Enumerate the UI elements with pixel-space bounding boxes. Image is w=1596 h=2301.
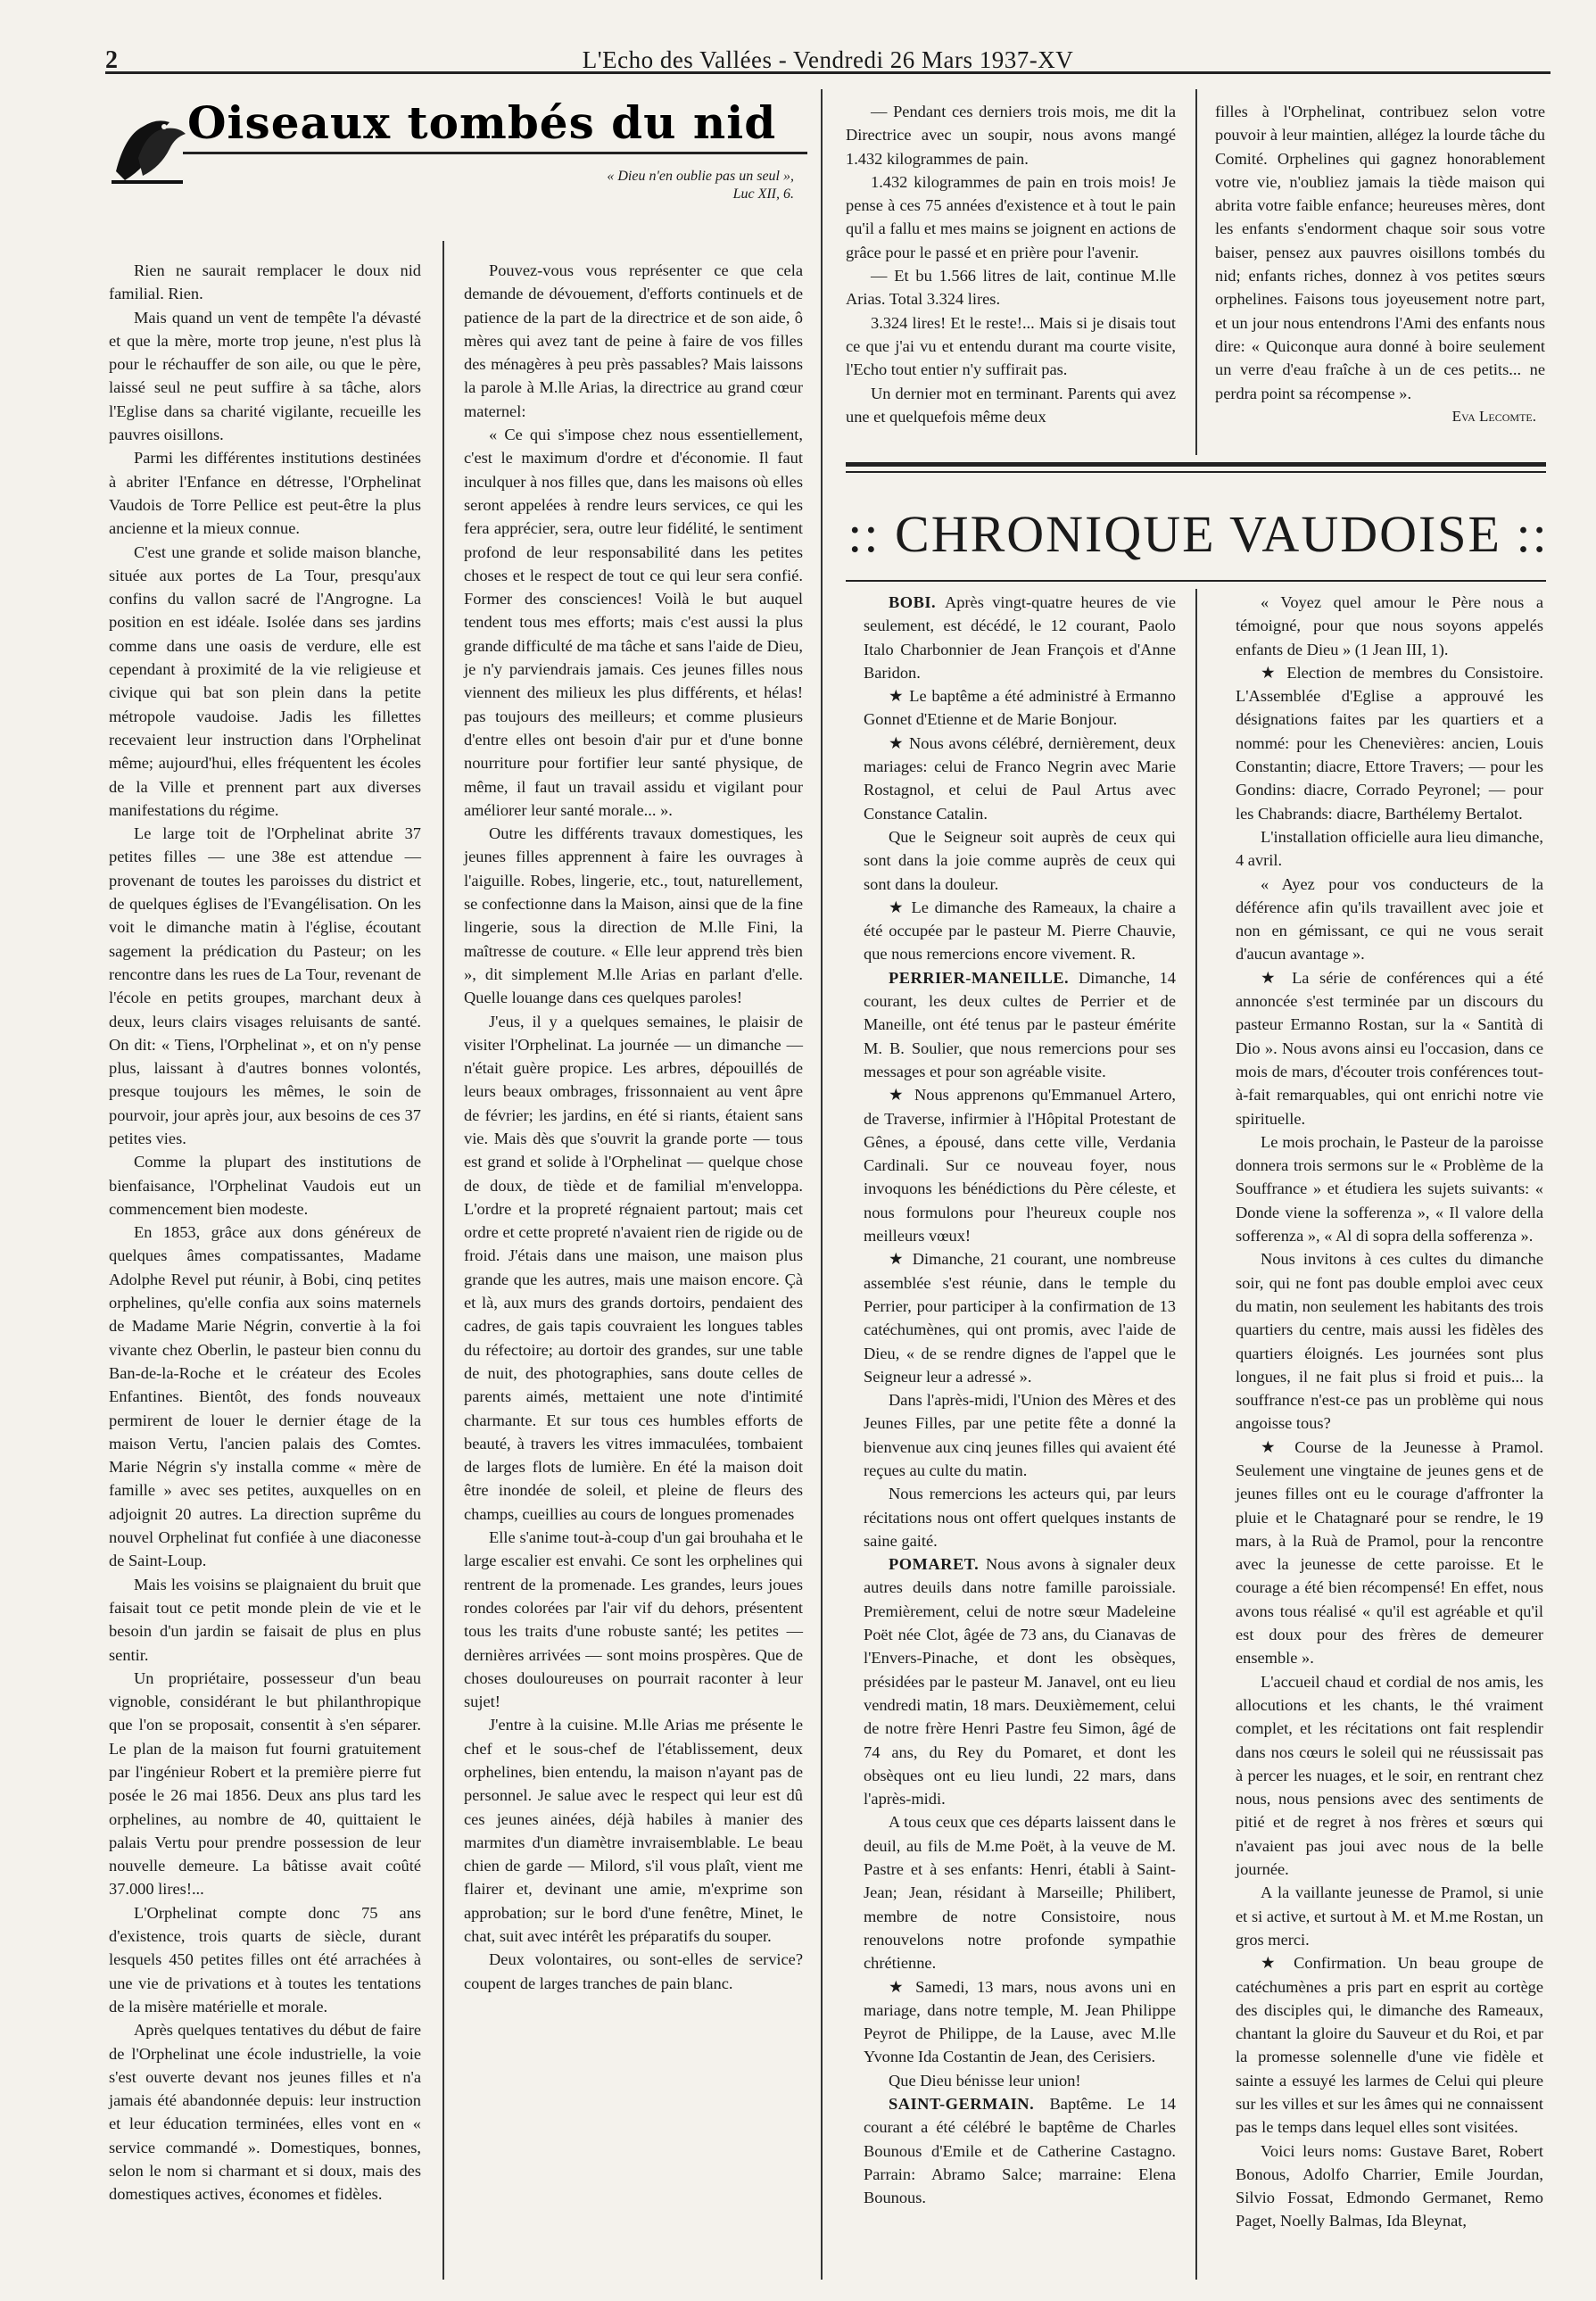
news-item xyxy=(864,1482,1176,1552)
column-rule xyxy=(1195,89,1197,455)
paragraph: — Et bu 1.566 litres de lait, continue M.lle Arias. Total 3.324 lires. xyxy=(846,267,1176,309)
paragraph: L'accueil chaud et cordial de nos amis, les allocutions et les chants, le thé vraiment complet, et les récitations ont fait resplendir dans nos cœurs le soleil qui ne réussissait pas à percer les nuages, et le soir, en rentrant chez nous, nous pensions avec des sentiments de pitié et de regret à nos frères et sœurs qui n'avaient pas joui avec nous de la belle journée. xyxy=(1236,1672,1543,1879)
news-text: ★ Nous avons célébré, dernièrement, deux mariages: celui de Franco Negrin avec Marie Rostagnol, et celui de Paul Artus avec Constance Catalin. xyxy=(864,733,1176,823)
parish-name: PERRIER-MANEILLE. xyxy=(889,968,1079,987)
news-item xyxy=(864,825,1176,896)
news-text: Dimanche, 14 courant, les deux cultes de Perrier et de Maneille, ont été tenus par le pasteur émérite M. B. Soulier, que nous remercions pour ses messages et pour son agréable visite. xyxy=(864,968,1176,1080)
paragraph: Le large toit de l'Orphelinat abrite 37 petites filles — une 38e est attendue — provenant de toutes les paroisses du district et de quelques églises de l'Evangélisation. On les voit le dimanche matin à l'église, écoutant sagement la prédication du Pasteur; on les rencontre dans les rues de La Tour, revenant de l'école en petits groupes, marchant deux à deux, leurs clairs visages reluisants de santé. On dit: « Tiens, l'Orphelinat », et on n'y pense plus, laissant à d'autres bonnes volontés, presque toujours les mêmes, le soin de pourvoir, jour après jour, aux besoins de ces 37 petites vies. xyxy=(109,824,421,1147)
section-rule xyxy=(846,580,1546,582)
paragraph: Mais les voisins se plaignaient du bruit que faisait tout ce petit monde plein de vie et le besoin d'un jardin se faisait de plus en plus sentir. xyxy=(109,1575,421,1664)
column-rule xyxy=(442,241,444,2280)
epigraph-quote: « Dieu n'en oublie pas un seul », xyxy=(607,169,794,184)
news-item xyxy=(864,1975,1176,2069)
paragraph: Nous invitons à ces cultes du dimanche soir, qui ne font pas double emploi avec ceux du matin, non seulement les habitants des trois quartiers du centre, mais aussi les fidèles des quartiers éloignés. Les journées sont plus longues, il ne fait plus si froid et puis... la souffrance n'est-ce pas un problème qui nous angoisse tous? xyxy=(1236,1250,1543,1433)
paragraph: Deux volontaires, ou sont-elles de service? coupent de larges tranches de pain blanc. xyxy=(464,1950,803,1992)
paragraph: ★ Confirmation. Un beau groupe de catéchumènes a pris part en esprit au cortège des disciples qui, le dimanche des Rameaux, chantant la gloire du Sauveur et du Roi, et par la promesse solennelle d'une vie fidèle et sainte a essuyé les larmes de Celui qui pleure sur les villes et sur les âmes qui ne connaissent pas le temps dans lequel elles sont visitées. xyxy=(1236,1954,1543,2137)
news-text: Nous avons à signaler deux autres deuils dans notre famille paroissiale. Premièrement, celui de notre sœur Madeleine Poët née Clot, âgée de 73 ans, du Cianavas de l'Envers-Pinache, et dont les obsèques, présidées par le pasteur M. Janavel, ont eu lieu vendredi matin, 18 mars. Deuxièmement, celui de notre frère Henri Pastre feu Simon, âgé de 74 ans, du Rey du Pomaret, et dont les obsèques ont eu lieu lundi, 22 mars, dans l'après-midi. xyxy=(864,1555,1176,1809)
news-text: Que Dieu bénisse leur union! xyxy=(889,2071,1081,2090)
paragraph: Après quelques tentatives du début de faire de l'Orphelinat une école industrielle, la voie s'est ouverte devant nos jeunes filles et n'a jamais été abandonnée depuis: leur instruction et leur éducation terminées, elles vont en « service commandé ». Domestiques, bonnes, selon le nom si charmant et si doux, mais des domestiques actives, économes et fidèles. xyxy=(109,2021,421,2204)
news-item xyxy=(864,684,1176,732)
paragraph: ★ Election de membres du Consistoire. L'Assemblée d'Eglise a approuvé les désignations faites par les quartiers et a nommé: pour les Chenevières: ancien, Louis Constantin; diacre, Ettore Travers; — pour les Gondins: diacre, Corrado Peyronel; — pour les Chabrands: diacre, Barthélemy Bertalot. xyxy=(1236,663,1543,823)
news-text: A tous ceux que ces départs laissent dans le deuil, au fils de M.me Poët, à la veuve de M. Pastre et à ses enfants: Henri, établi à Saint-Jean; Jean, résidant à Marseille; Philibert, membre de notre Consistoire, nous renouvelons notre profonde sympathie chrétienne. xyxy=(864,1813,1176,1973)
paragraph: J'entre à la cuisine. M.lle Arias me présente le chef et le sous-chef de l'établissement, deux orphelines, bien entendu, la maison n'ayant pas de personnel. Je salue avec le respect qui leur est dû ces jeunes ainées, déjà habiles à manier des marmites d'un diamètre invraisemblable. Le beau chien de garde — Milord, s'il vous plaît, vient me flairer et, devinant une amie, m'exprime son approbation; sur le bord d'une fenêtre, Minet, le chat, suit avec intérêt les préparatifs du souper. xyxy=(464,1716,803,1946)
news-text: ★ Le baptême a été administré à Ermanno Gonnet d'Etienne et de Marie Bonjour. xyxy=(864,687,1176,729)
news-item xyxy=(864,1810,1176,1974)
paragraph: Comme la plupart des institutions de bienfaisance, l'Orphelinat Vaudois eut un commencement bien modeste. xyxy=(109,1153,421,1218)
news-item xyxy=(864,1552,1176,1810)
paragraph: ★ Course de la Jeunesse à Pramol. Seulement une vingtaine de jeunes gens et de jeunes filles ont eu le courage d'affronter la pluie et le Chatagnaré pour se rendre, le 19 mars, à la Ruà de Pramol, pour la rencontre avec la jeunesse de cette paroisse. Et le courage a été bien récompensé! En effet, nous avons tous réalisé « qu'il est agréable et qu'il est doux pour des frères de demeurer ensemble ». xyxy=(1236,1437,1543,1668)
birds-logo-icon xyxy=(107,82,187,189)
epigraph xyxy=(500,168,794,203)
parish-name: POMARET. xyxy=(889,1555,987,1574)
article-column-3 xyxy=(846,100,1176,428)
paragraph: Rien ne saurait remplacer le doux nid familial. Rien. xyxy=(109,261,421,303)
news-text: ★ Samedi, 13 mars, nous avons uni en mariage, dans notre temple, M. Jean Philippe Peyrot de Philippe, de la Lause, avec M.lle Yvonne Ida Costantin de Jean, des Cerisiers. xyxy=(864,1977,1176,2066)
news-item xyxy=(864,2069,1176,2092)
article-column-2 xyxy=(464,259,803,1995)
section-rule xyxy=(846,462,1546,467)
news-item xyxy=(864,2092,1176,2209)
news-text: Que le Seigneur soit auprès de ceux qui sont dans la joie comme auprès de ceux qui sont dans la douleur. xyxy=(864,827,1176,893)
paragraph: Voici leurs noms: Gustave Baret, Robert Bonous, Adolfo Charrier, Emile Jourdan, Silvio Fossat, Edmondo Germanet, Remo Paget, Noelly Balmas, Ida Bleynat, xyxy=(1236,2141,1543,2231)
news-text: ★ Dimanche, 21 courant, une nombreuse assemblée s'est réunie, dans le temple du Perrier, pour participer à la confirmation de 13 catéchumènes, qui ont promis, avec l'aide de Dieu, « de se rendre dignes de l'appel que le Seigneur leur a adressé ». xyxy=(864,1250,1176,1386)
chronique-column-1 xyxy=(864,591,1176,2209)
paragraph: J'eus, il y a quelques semaines, le plaisir de visiter l'Orphelinat. La journée — un dimanche — n'était guère propice. Les arbres, dépouillés de leurs beaux ombrages, frissonnaient au vent âpre de février; les jardins, en été si riants, étaient sans vie. Mais dès que s'ouvrit la grande porte — tous est grand et solide à l'Orphelinat — quelque chose de doux, de tiède et de familial m'enveloppa. L'ordre et la propreté régnaient partout; mais cet ordre et cette propreté n'avaient rien de rigide ou de froid. J'étais dans une maison, une maison plus grande que les autres, mais une maison encore. Çà et là, aux murs des grands dortoirs, pendaient des cadres, de gais tapis couvraient les longues tables du réfectoire; au dortoir des grandes, sur une table de nuit, des photographies, sans doute celles de parents aimés, mettaient une note d'intimité charmante. Et sur tous ces humbles efforts de beauté, à travers les vitres immaculées, tombaient de larges flots de lumière. En été la maison doit être inondée de soleil, et pleine de fleurs des champs, cueillies au cours de longues promenades xyxy=(464,1012,803,1523)
paragraph: « Voyez quel amour le Père nous a témoigné, pour que nous soyons appelés enfants de Dieu » (1 Jean III, 1). xyxy=(1236,593,1543,658)
paragraph: L'Orphelinat compte donc 75 ans d'existence, trois quarts de siècle, durant lesquels 450 petites filles ont été arrachées à une vie de privations et à toutes les tentations de la misère matérielle et morale. xyxy=(109,1903,421,2015)
news-item xyxy=(864,591,1176,684)
section-title: :: CHRONIQUE VAUDOISE :: xyxy=(848,505,1549,563)
epigraph-reference: Luc XII, 6. xyxy=(732,186,794,202)
paragraph: 1.432 kilogrammes de pain en trois mois! Je pense à ces 75 années d'existence et à tout le pain qu'il a fallu et mes mains se joignent en actions de grâce pour le passé et en prière pour l'avenir. xyxy=(846,172,1176,261)
parish-name: SAINT-GERMAIN. xyxy=(889,2095,1050,2113)
news-text: ★ Le dimanche des Rameaux, la chaire a été occupée par le pasteur M. Pierre Chauvie, que nous remercions encore vivement. R. xyxy=(864,898,1176,964)
paragraph: En 1853, grâce aux dons généreux de quelques âmes compatissantes, Madame Adolphe Revel put réunir, à Bobi, cinq petites orphelines, qu'elle confia aux soins maternels de Madame Marie Négrin, convertie à la foi vivante chez Oberlin, le pasteur bien connu du Ban-de-la-Roche et le créateur des Ecoles Enfantines. Bientôt, des fonds nouveaux permirent de louer le dernier étage de la maison Vertu, l'ancien palais des Comtes. Marie Négrin s'y installa comme « mère de famille » avec ses petites, auxquelles on en adjoignit 20 autres. La direction suprême du nouvel Orphelinat fut confiée à une diaconesse de Saint-Loup. xyxy=(109,1223,421,1570)
news-item xyxy=(864,896,1176,966)
paragraph: A la vaillante jeunesse de Pramol, si unie et si active, et surtout à M. et M.me Rostan, un gros merci. xyxy=(1236,1883,1543,1949)
running-head: L'Echo des Vallées - Vendredi 26 Mars 1937-XV xyxy=(582,46,1074,73)
paragraph: filles à l'Orphelinat, contribuez selon votre pouvoir à leur maintien, allégez la lourde tâche du Comité. Orphelines qui gagnez honorablement votre vie, n'oubliez jamais la tiède maison qui abrita votre faible enfance; heureuses mères, dont les enfants s'endorment chaque soir sous votre baiser, pensez aux pauvres oisillons tombés du nid; enfants riches, donnez à vos petites sœurs orphelines. Faisons tous joyeusement notre part, et un jour nous entendrons l'Ami des enfants nous dire: « Quiconque aura donné à boire seulement un verre d'eau fraîche à un de ces petits... ne perdra point sa récompense ». xyxy=(1215,103,1545,402)
news-text: Baptême. Le 14 courant a été célébré le baptême de Charles Bounous d'Emile et de Catherine Castagno. Parrain: Abramo Salce; marraine: Elena Bounous. xyxy=(864,2095,1176,2207)
paragraph: Le mois prochain, le Pasteur de la paroisse donnera trois sermons sur le « Problème de la Souffrance » et étudiera les sujets suivants: « Donde viene la sofferenza », « Il valore della sofferenza », « Al di sopra della sofferenza ». xyxy=(1236,1132,1543,1246)
paragraph: ★ La série de conférences qui a été annoncée s'est terminée par un discours du pasteur Ermanno Rostan, sur la « Santità di Dio ». Nous avons ainsi eu l'occasion, dans ce mois de mars, d'écouter trois conférences tout-à-fait remarquables, qui ont enrichi notre vie spirituelle. xyxy=(1236,968,1543,1128)
paragraph: Outre les différents travaux domestiques, les jeunes filles apprennent à faire les ouvrages à l'aiguille. Robes, lingerie, etc., tout, naturellement, se confectionne dans la Maison, ainsi que de la fine lingerie, sous la direction de M.lle Fini, la maîtresse de couture. « Elle leur apprend très bien », dit simplement M.lle Arias en parlant d'elle. Quelle louange dans ces quelques paroles! xyxy=(464,824,803,1007)
paragraph: Parmi les différentes institutions destinées à abriter l'Enfance en détresse, l'Orphelinat Vaudois de Torre Pellice est peut-être la plus ancienne et la mieux connue. xyxy=(109,449,421,538)
author-signature: Eva Lecomte. xyxy=(1451,407,1536,425)
page-number: 2 xyxy=(105,46,118,74)
news-item xyxy=(864,1083,1176,1247)
page-header xyxy=(105,45,1551,74)
paragraph: Elle s'anime tout-à-coup d'un gai brouhaha et le large escalier est envahi. Ce sont les orphelines qui rentrent de la promenade. Les grandes, leurs joues rondes colorées par l'air vif du dehors, présentent tous les traits d'une robuste santé; les petites — dernières arrivées — sont moins prospères. Que de choses douloureuses on pourrait raconter à leur sujet! xyxy=(464,1528,803,1711)
news-text: ★ Nous apprenons qu'Emmanuel Artero, de Traverse, infirmier à l'Hôpital Protestant de Gênes, a épousé, dans cette ville, Verdania Cardinali. Sur ce nouveau foyer, nous invoquons les bénédictions du Père céleste, et nous formulons pour l'heureux couple nos meilleurs vœux! xyxy=(864,1086,1176,1246)
paragraph: « Ce qui s'impose chez nous essentiellement, c'est le maximum d'ordre et d'économie. Il faut inculquer à nos filles que, dans les maisons où elles seront appelées à rendre leurs services, ce qui les fera apprécier, sera, outre leur fidélité, le sentiment profond de leur responsabilité dans les petites choses et le respect de tout ce qui leur sera confié. Former des consciences! Voilà le but auquel tendent tous mes efforts; mais c'est aussi la plus grande difficulté de ma tâche et sans l'aide de Dieu, je n'y parviendrais jamais. Ces jeunes filles nous viennent des milieux les plus différents, et hélas! pas toujours des meilleurs; et comme plusieurs d'entre elles ont besoin d'air pur et d'une bonne nourriture pour fortifier leur santé physique, de même, il faut un travail assidu et vigilant pour améliorer leur santé morale... ». xyxy=(464,426,803,819)
news-text: Nous remercions les acteurs qui, par leurs récitations nous ont offert quelques instants de saine gaité. xyxy=(864,1485,1176,1550)
article-column-4 xyxy=(1215,100,1545,428)
paragraph: Mais quand un vent de tempête l'a dévasté et que la mère, morte trop jeune, n'est plus là pour le réchauffer de son aile, ou que le père, laissé seul ne peut suffire à sa tâche, alors l'Eglise dans sa charité vigilante, recueille les pauvres oisillons. xyxy=(109,308,421,444)
paragraph: Un propriétaire, possesseur d'un beau vignoble, considérant le but philanthropique que l'on se proposait, consentit à s'en séparer. Le plan de la maison fut fourni gratuitement par l'ingénieur Robert et la première pierre fut posée le 26 mai 1856. Deux ans plus tard les orphelines, au nombre de 40, quittaient le palais Vertu pour prendre possession de leur nouvelle demeure. La bâtisse avait coûté 37.000 lires!... xyxy=(109,1668,421,1899)
paragraph: 3.324 lires! Et le reste!... Mais si je disais tout ce que j'ai vu et entendu durant ma courte visite, l'Echo tout entier n'y suffirait pas. xyxy=(846,313,1176,379)
paragraph: — Pendant ces derniers trois mois, me dit la Directrice avec un soupir, nous avons mangé 1.432 kilogrammes de pain. xyxy=(846,103,1176,168)
paragraph: Pouvez-vous vous représenter ce que cela demande de dévouement, d'efforts continuels et de patience de la part de la directrice et de son aide, ô mères qui avez tant de peine à faire de vos filles des ménagères à peu près passables? Mais laissons la parole à M.lle Arias, la directrice au grand cœur maternel: xyxy=(464,261,803,420)
news-item xyxy=(864,1388,1176,1482)
column-rule xyxy=(1195,589,1197,2280)
article-column-1 xyxy=(109,259,421,2206)
parish-name: BOBI. xyxy=(889,593,945,611)
news-text: Après vingt-quatre heures de vie seulement, est décédé, le 12 courant, Paolo Italo Charbonnier de Jean François et d'Anne Baridon. xyxy=(864,593,1176,682)
paragraph: Un dernier mot en terminant. Parents qui avez une et quelquefois même deux xyxy=(846,384,1176,426)
news-item xyxy=(864,732,1176,825)
news-text: Dans l'après-midi, l'Union des Mères et des Jeunes Filles, par une petite fête a donné la bienvenue aux cinq jeunes filles qui avaient été reçues au culte du matin. xyxy=(864,1391,1176,1479)
paragraph: C'est une grande et solide maison blanche, située aux portes de La Tour, presqu'aux confins du vallon sacré de l'Angrogne. La position en est idéale. Isolée dans ses jardins comme dans une oasis de verdure, elle est cependant à proximité de la vie religieuse et civique qui bat son plein dans la petite métropole vaudoise. Jadis les fillettes recevaient leur instruction dans l'Orphelinat même; aujourd'hui, elles fréquentent les écoles de la Ville et prennent part aux diverses manifestations du régime. xyxy=(109,542,421,819)
paragraph: L'installation officielle aura lieu dimanche, 4 avril. xyxy=(1236,827,1543,870)
paragraph: « Ayez pour vos conducteurs de la déférence afin qu'ils travaillent avec joie et non en gémissant, ce qui ne vous serait d'aucun avantage ». xyxy=(1236,874,1543,964)
chronique-column-2 xyxy=(1236,591,1543,2233)
news-item xyxy=(864,1247,1176,1388)
section-rule xyxy=(846,471,1546,473)
column-rule xyxy=(821,89,823,2280)
news-item xyxy=(864,966,1176,1083)
article-title: Oiseaux tombés du nid xyxy=(187,96,777,149)
title-underline xyxy=(183,152,807,154)
